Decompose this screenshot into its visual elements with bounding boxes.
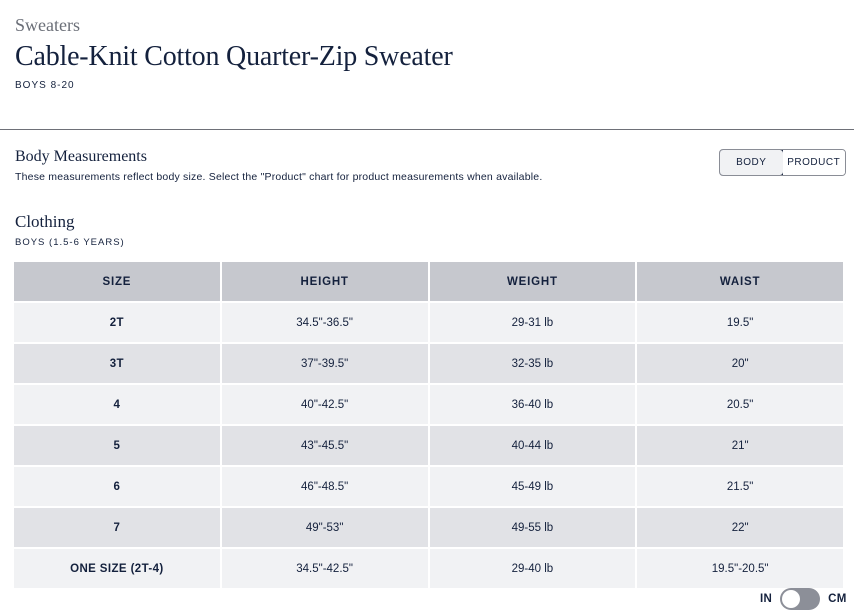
height-cell: 49"-53" (222, 508, 428, 547)
header-divider (0, 129, 854, 130)
table-row (14, 303, 843, 342)
section-description: These measurements reflect body size. Select the "Product" chart for product measurements when available. (15, 171, 543, 183)
size-cell: 5 (14, 426, 220, 465)
table-row (14, 385, 843, 424)
body-toggle-button[interactable]: BODY (719, 149, 784, 176)
product-toggle-button[interactable]: PRODUCT (783, 150, 846, 175)
table-row (14, 549, 843, 588)
height-cell: 46"-48.5" (222, 467, 428, 506)
unit-label-cm: CM (828, 593, 847, 605)
body-measurements-section (15, 147, 542, 183)
height-cell: 40"-42.5" (222, 385, 428, 424)
weight-cell: 32-35 lb (430, 344, 636, 383)
waist-cell: 22" (637, 508, 843, 547)
clothing-subtitle: BOYS (1.5-6 YEARS) (15, 237, 125, 248)
product-subtitle: BOYS 8-20 (15, 80, 75, 91)
height-cell: 34.5"-42.5" (222, 549, 428, 588)
height-cell: 34.5"-36.5" (222, 303, 428, 342)
size-cell: 3T (14, 344, 220, 383)
size-cell: 6 (14, 467, 220, 506)
product-title: Cable-Knit Cotton Quarter-Zip Sweater (15, 41, 453, 72)
waist-cell: 21.5" (637, 467, 843, 506)
clothing-title: Clothing (15, 212, 75, 231)
weight-cell: 49-55 lb (430, 508, 636, 547)
chart-type-toggle (719, 149, 846, 176)
size-cell: 4 (14, 385, 220, 424)
size-cell: 2T (14, 303, 220, 342)
clothing-section (15, 212, 125, 248)
header-weight: WEIGHT (430, 262, 636, 301)
category-label: Sweaters (15, 15, 80, 35)
table-row (14, 344, 843, 383)
weight-cell: 36-40 lb (430, 385, 636, 424)
waist-cell: 20.5" (637, 385, 843, 424)
table-row (14, 508, 843, 547)
weight-cell: 45-49 lb (430, 467, 636, 506)
height-cell: 43"-45.5" (222, 426, 428, 465)
table-header-row (14, 262, 843, 301)
unit-toggle-switch[interactable] (780, 588, 820, 610)
unit-label-in: IN (760, 593, 773, 605)
weight-cell: 40-44 lb (430, 426, 636, 465)
size-cell: ONE SIZE (2T-4) (14, 549, 220, 588)
header-waist: WAIST (637, 262, 843, 301)
weight-cell: 29-31 lb (430, 303, 636, 342)
height-cell: 37"-39.5" (222, 344, 428, 383)
product-header (15, 14, 835, 91)
header-height: HEIGHT (222, 262, 428, 301)
header-size: SIZE (14, 262, 220, 301)
unit-switch (760, 588, 847, 610)
waist-cell: 19.5"-20.5" (637, 549, 843, 588)
section-title: Body Measurements (15, 148, 147, 165)
table-row (14, 426, 843, 465)
waist-cell: 21" (637, 426, 843, 465)
waist-cell: 19.5" (637, 303, 843, 342)
size-chart-table (12, 260, 845, 590)
waist-cell: 20" (637, 344, 843, 383)
size-cell: 7 (14, 508, 220, 547)
weight-cell: 29-40 lb (430, 549, 636, 588)
table-row (14, 467, 843, 506)
switch-knob (782, 590, 800, 608)
